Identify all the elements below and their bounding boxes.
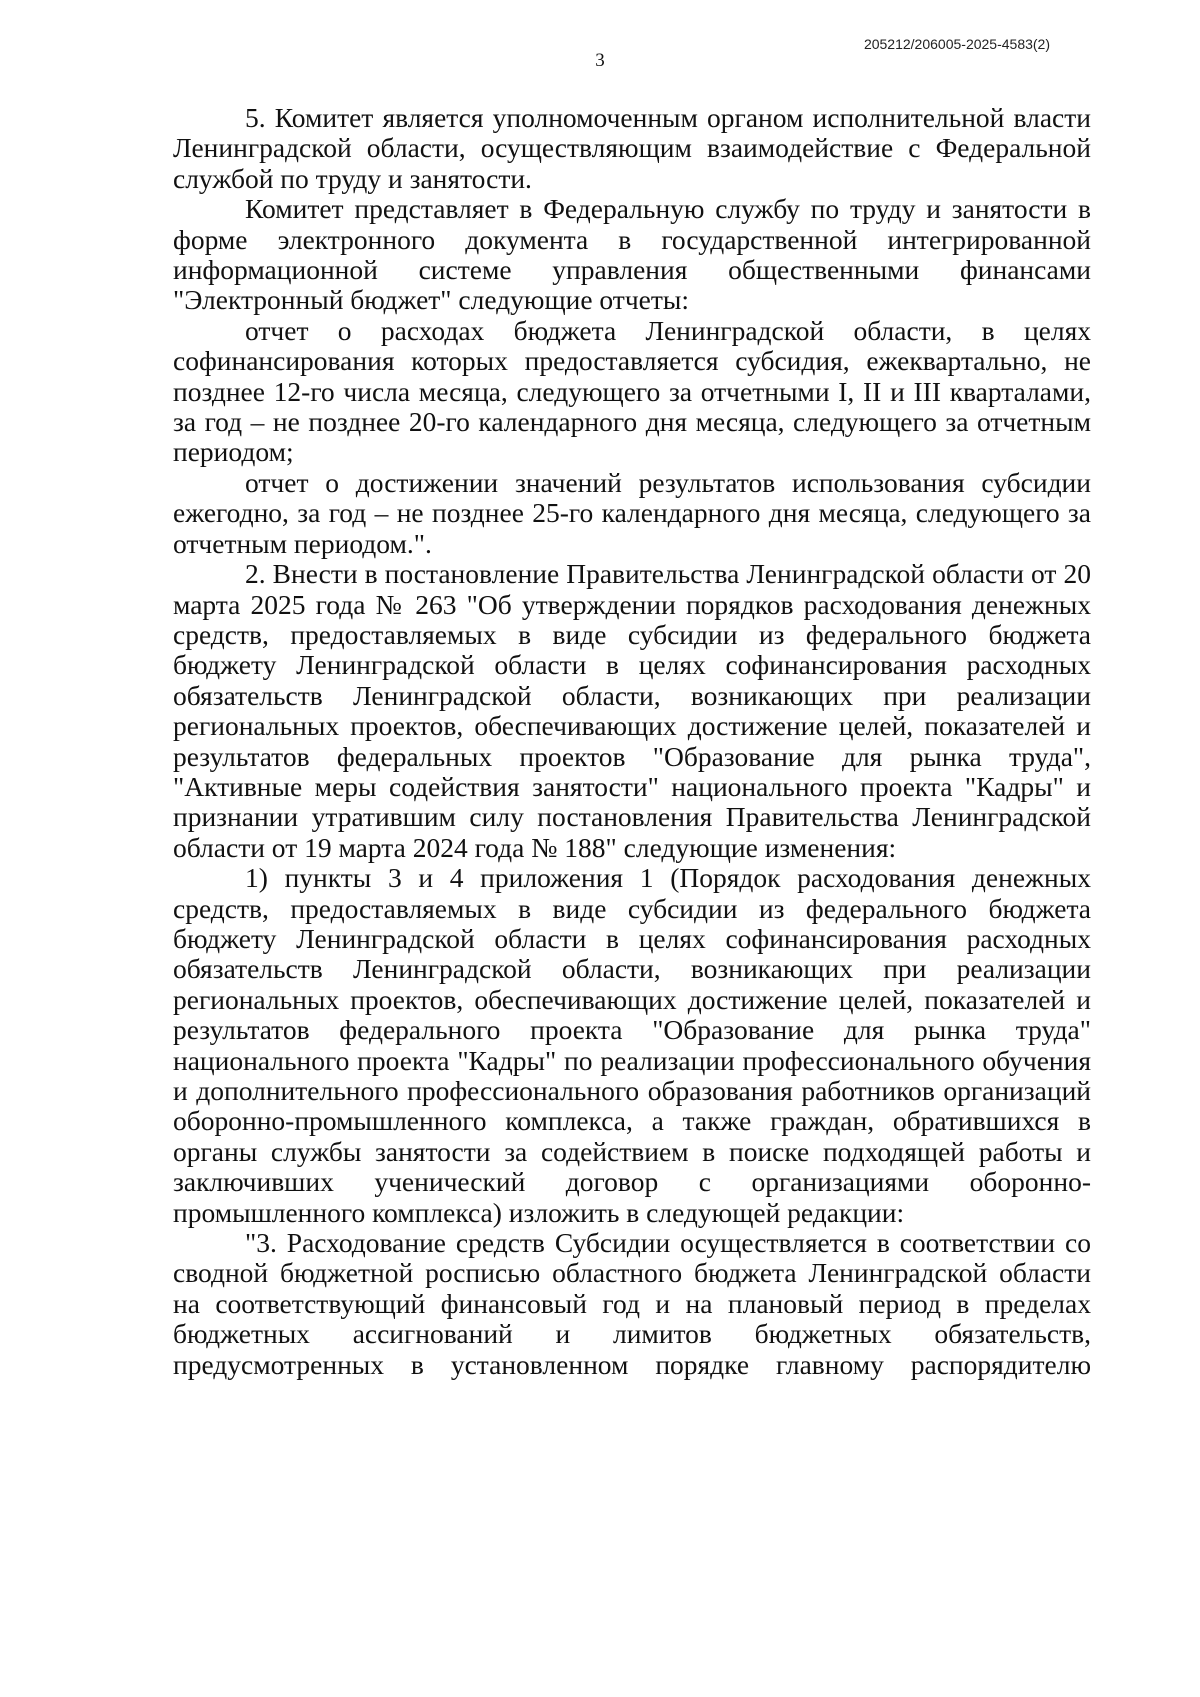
paragraph-subitem-1: 1) пункты 3 и 4 приложения 1 (Порядок расходования денежных средств, предоставляемых в виде субсидии из федерального бюджета бюджету Ленинградской области в целях софинансирования расходных обязательств Ленинградской области, возникающих при реализации региональных проектов, обеспечивающих достижение целей, показателей и результатов федерального проекта "Образование для рынка труда" национального проекта "Кадры" по реализации профессионального обучения и дополнительного профессионального образования работников организаций оборонно-промышленного комплекса, а также граждан, обратившихся в органы службы занятости за содействием в поиске подходящей работы и заключивших ученический договор с организациями оборонно-промышленного комплекса) изложить в следующей редакции:	[173, 862, 1091, 1228]
page-number: 3	[595, 50, 605, 71]
document-id: 205212/206005-2025-4583(2)	[863, 36, 1050, 52]
paragraph-reports-intro: Комитет представляет в Федеральную службу по труду и занятости в форме электронного документа в государственной интегрированной информационной системе управления общественными финансами "Электронный бюджет" следующие отчеты:	[173, 193, 1091, 316]
document-body	[173, 103, 1091, 1380]
paragraph-quoted-item-3: "3. Расходование средств Субсидии осуществляется в соответствии со сводной бюджетной росписью областного бюджета Ленинградской области на соответствующий финансовый год и на плановый период в пределах бюджетных ассигнований и лимитов бюджетных обязательств, предусмотренных в установленном порядке главному распорядителю	[173, 1227, 1091, 1380]
paragraph-expense-report: отчет о расходах бюджета Ленинградской области, в целях софинансирования которых предоставляется субсидия, ежеквартально, не позднее 12-го числа месяца, следующего за отчетными I, II и III кварталами, за год – не позднее 20-го календарного дня месяца, следующего за отчетным периодом;	[173, 314, 1091, 468]
paragraph-results-report: отчет о достижении значений результатов использования субсидии ежегодно, за год – не позднее 25-го календарного дня месяца, следующего за отчетным периодом.".	[173, 466, 1091, 559]
paragraph-item-2-amendments: 2. Внести в постановление Правительства Ленинградской области от 20 марта 2025 года № 263 "Об утверждении порядков расходования денежных средств, предоставляемых в виде субсидии из федерального бюджета бюджету Ленинградской области в целях софинансирования расходных обязательств Ленинградской области, возникающих при реализации региональных проектов, обеспечивающих достижение целей, показателей и результатов федеральных проектов "Образование для рынка труда", "Активные меры содействия занятости" национального проекта "Кадры" и признании утратившим силу постановления Правительства Ленинградской области от 19 марта 2024 года № 188" следующие изменения:	[173, 558, 1091, 863]
paragraph-item-5-committee: 5. Комитет является уполномоченным органом исполнительной власти Ленинградской области, осуществляющим взаимодействие с Федеральной службой по труду и занятости.	[173, 102, 1091, 194]
